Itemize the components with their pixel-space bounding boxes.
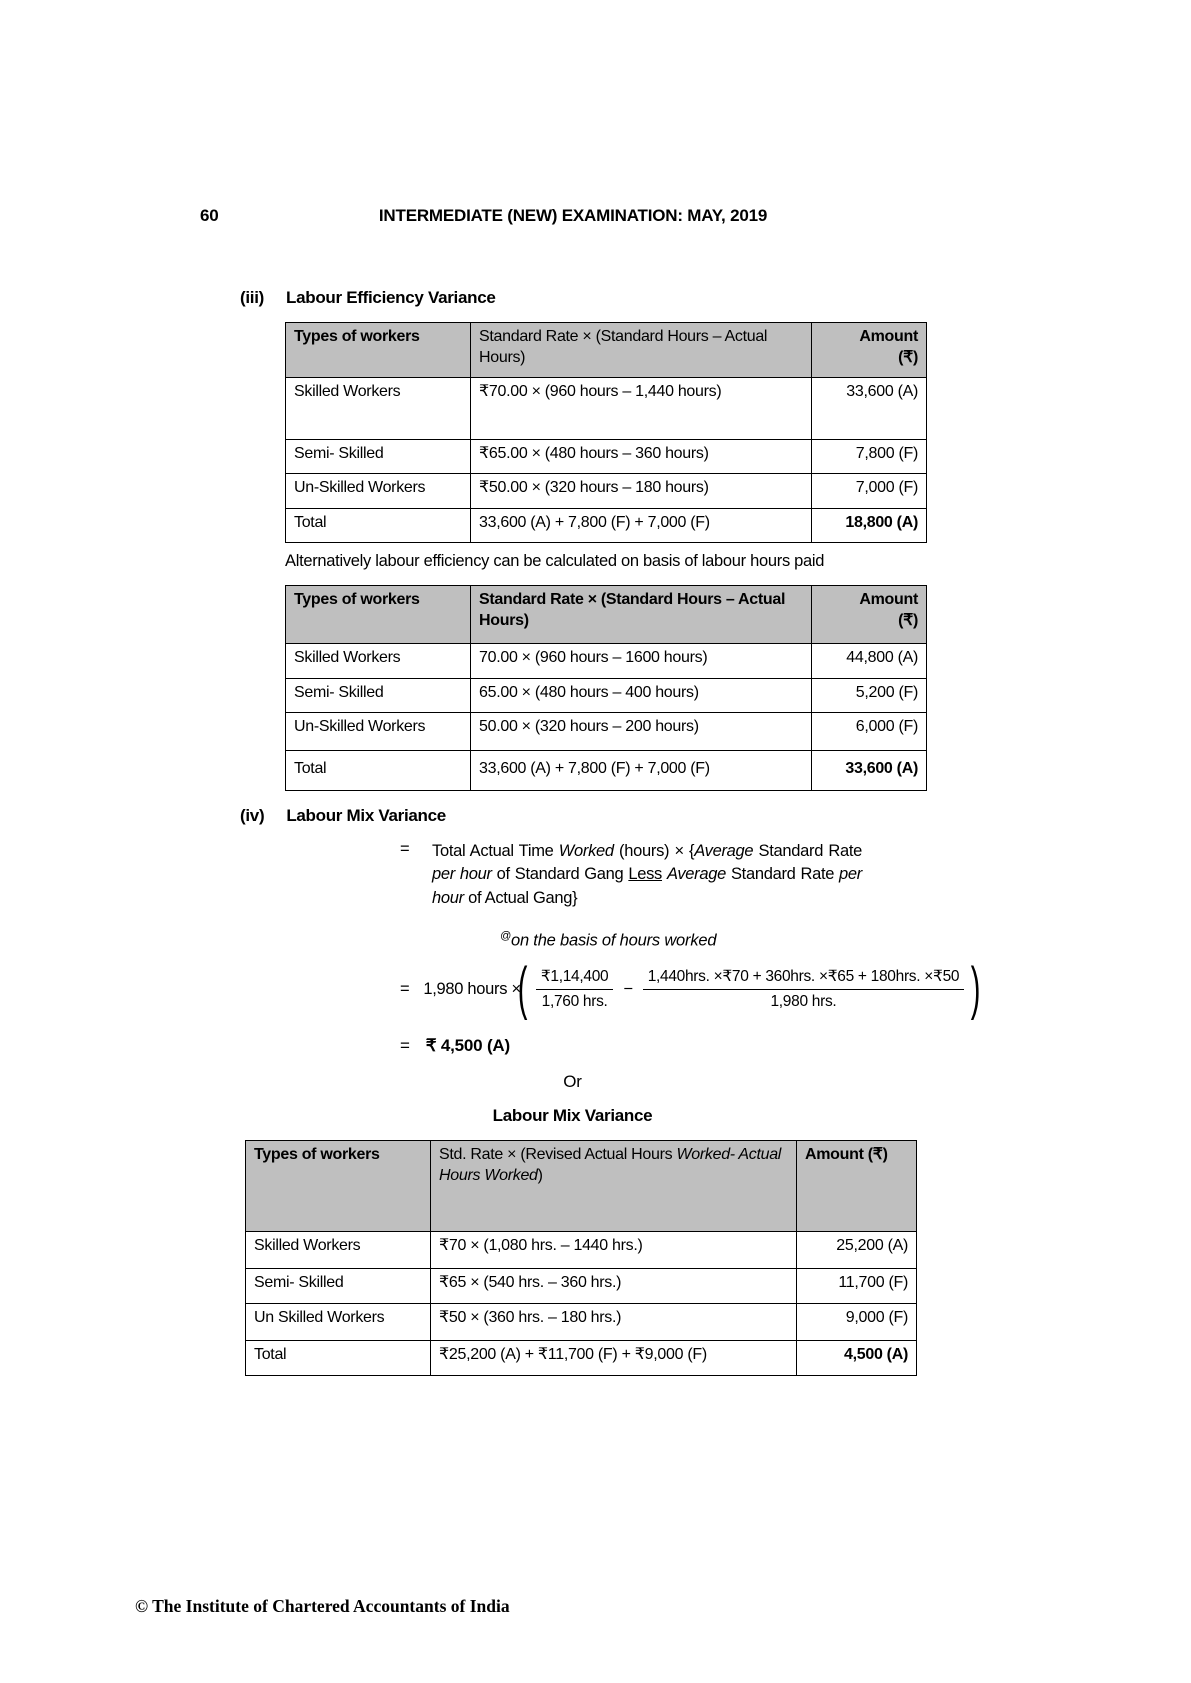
amount-cell: 6,000 (F) — [812, 713, 927, 751]
section-iv-heading — [240, 806, 446, 826]
section-iii-heading — [240, 288, 496, 308]
header-cell-amount — [812, 323, 927, 378]
labour-mix-table — [245, 1140, 917, 1376]
amount-cell: 33,600 (A) — [812, 378, 927, 440]
worker-type-cell: Un-Skilled Workers — [286, 474, 471, 509]
table-total-row — [286, 751, 927, 791]
amount-cell: 18,800 (A) — [812, 509, 927, 543]
standard-gang-rate-fraction — [536, 967, 614, 1011]
worker-type-cell: Un Skilled Workers — [246, 1304, 431, 1341]
formula-cell: 65.00 × (480 hours – 400 hours) — [471, 679, 812, 713]
header-cell-worker-type: Types of workers — [286, 323, 471, 378]
worker-type-cell: Semi- Skilled — [246, 1269, 431, 1304]
amount-cell: 44,800 (A) — [812, 644, 927, 679]
worker-type-cell: Un-Skilled Workers — [286, 713, 471, 751]
equals-sign: = — [400, 1036, 410, 1055]
section-iv-title: Labour Mix Variance — [286, 806, 446, 825]
page-number: 60 — [200, 206, 219, 225]
worker-type-cell: Semi- Skilled — [286, 679, 471, 713]
table-row — [286, 713, 927, 751]
amount-cell: 33,600 (A) — [812, 751, 927, 791]
section-iii-label: (iii) — [240, 288, 264, 307]
header-cell-formula: Std. Rate × (Revised Actual Hours Worked- Actual Hours Worked) — [431, 1141, 797, 1232]
fraction-numerator: 1,440hrs. ×₹70 + 360hrs. ×₹65 + 180hrs. ×₹50 — [643, 967, 965, 990]
labour-efficiency-alt-table — [285, 585, 927, 791]
mix-variance-calculation — [400, 956, 981, 1021]
header-cell-amount: Amount (₹) — [797, 1141, 917, 1232]
amount-cell: 9,000 (F) — [797, 1304, 917, 1341]
mix-variance-definition: Total Actual Time Worked (hours) × {Average Standard Rate per hour of Standard Gang Less Average Standard Rate per hour of Actual Gang} — [432, 842, 862, 907]
amount-cell: 5,200 (F) — [812, 679, 927, 713]
header-cell-worker-type: Types of workers — [246, 1141, 431, 1232]
hours-worked-note: @on the basis of hours worked — [500, 930, 717, 950]
table-row — [286, 644, 927, 679]
or-separator: Or — [563, 1072, 582, 1091]
formula-cell: ₹65 × (540 hrs. – 360 hrs.) — [431, 1269, 797, 1304]
open-paren: ( — [517, 956, 528, 1021]
header-cell-formula: Standard Rate × (Standard Hours – Actual Hours) — [471, 586, 812, 644]
section-iv-label: (iv) — [240, 806, 265, 825]
table-row — [286, 679, 927, 713]
alternative-method-note: Alternatively labour efficiency can be calculated on basis of labour hours paid — [285, 552, 825, 570]
table-header-row — [286, 586, 927, 644]
formula-cell: 50.00 × (320 hours – 200 hours) — [471, 713, 812, 751]
table-row — [286, 474, 927, 509]
formula-cell: ₹70 × (1,080 hrs. – 1440 hrs.) — [431, 1232, 797, 1269]
fraction-denominator: 1,760 hrs. — [541, 993, 608, 1010]
formula-cell: 70.00 × (960 hours – 1600 hours) — [471, 644, 812, 679]
mix-table-title: Labour Mix Variance — [492, 1106, 653, 1125]
amount-header-line1: Amount — [859, 328, 918, 345]
formula-cell: ₹50.00 × (320 hours – 180 hours) — [471, 474, 812, 509]
section-iii-title: Labour Efficiency Variance — [286, 288, 496, 307]
formula-cell: ₹70.00 × (960 hours – 1,440 hours) — [471, 378, 812, 440]
amount-header-line2: (₹) — [898, 611, 918, 629]
worker-type-cell: Skilled Workers — [286, 644, 471, 679]
amount-cell: 7,000 (F) — [812, 474, 927, 509]
fraction-denominator: 1,980 hrs. — [770, 993, 837, 1010]
copyright-footer: © The Institute of Chartered Accountants of India — [135, 1596, 510, 1616]
formula-cell: ₹50 × (360 hrs. – 180 hrs.) — [431, 1304, 797, 1341]
formula-cell: ₹25,200 (A) + ₹11,700 (F) + ₹9,000 (F) — [431, 1341, 797, 1376]
table-row — [246, 1269, 917, 1304]
worker-type-cell: Skilled Workers — [286, 378, 471, 440]
labour-efficiency-table — [285, 322, 927, 543]
result-value: ₹ 4,500 (A) — [425, 1036, 510, 1055]
worker-type-cell: Total — [286, 751, 471, 791]
actual-gang-rate-fraction — [643, 967, 965, 1011]
table-total-row — [246, 1341, 917, 1376]
worker-type-cell: Skilled Workers — [246, 1232, 431, 1269]
amount-header-line1: Amount — [859, 591, 918, 608]
table-total-row — [286, 509, 927, 543]
formula-cell: ₹65.00 × (480 hours – 360 hours) — [471, 440, 812, 474]
equals-sign: = — [400, 840, 410, 858]
worker-type-cell: Semi- Skilled — [286, 440, 471, 474]
header-cell-formula: Standard Rate × (Standard Hours – Actual Hours) — [471, 323, 812, 378]
equals-sign: = — [400, 979, 410, 998]
table-row — [286, 378, 927, 440]
minus-sign: − — [623, 979, 633, 998]
at-superscript: @ — [500, 930, 511, 942]
close-paren: ) — [970, 956, 981, 1021]
table-header-row — [286, 323, 927, 378]
worker-type-cell: Total — [286, 509, 471, 543]
calculation-result — [400, 1036, 510, 1056]
amount-header-line2: (₹) — [898, 348, 918, 366]
table-row — [246, 1304, 917, 1341]
header-cell-amount — [812, 586, 927, 644]
table-row — [246, 1232, 917, 1269]
formula-cell: 33,600 (A) + 7,800 (F) + 7,000 (F) — [471, 751, 812, 791]
fraction-numerator: ₹1,14,400 — [536, 967, 614, 990]
table-row — [286, 440, 927, 474]
header-cell-worker-type: Types of workers — [286, 586, 471, 644]
table-header-row — [246, 1141, 917, 1232]
page-title: INTERMEDIATE (NEW) EXAMINATION: MAY, 2019 — [378, 206, 768, 225]
amount-cell: 4,500 (A) — [797, 1341, 917, 1376]
amount-cell: 7,800 (F) — [812, 440, 927, 474]
amount-cell: 25,200 (A) — [797, 1232, 917, 1269]
worker-type-cell: Total — [246, 1341, 431, 1376]
formula-cell: 33,600 (A) + 7,800 (F) + 7,000 (F) — [471, 509, 812, 543]
amount-cell: 11,700 (F) — [797, 1269, 917, 1304]
calc-lead: 1,980 hours × — [423, 979, 521, 998]
